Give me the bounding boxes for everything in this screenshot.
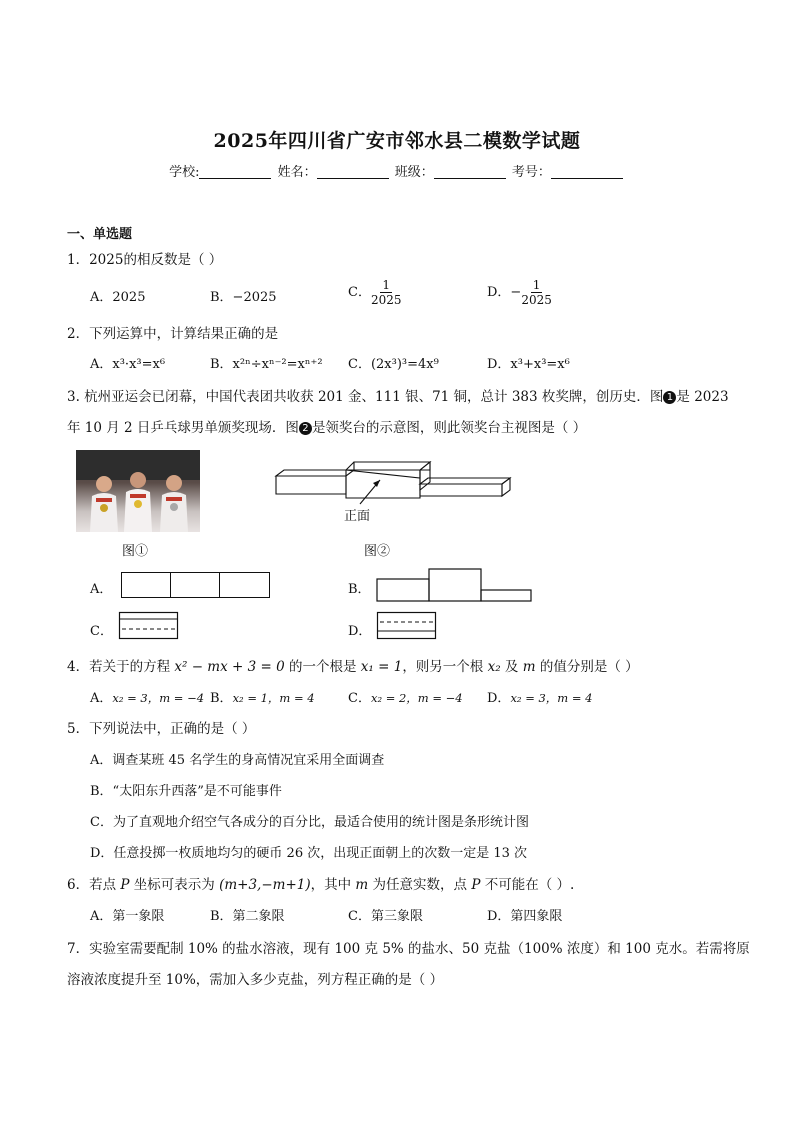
q5-option-b[interactable]: B．“太阳东升西落”是不可能事件 bbox=[90, 784, 282, 799]
q2-stem: 2．下列运算中，计算结果正确的是 bbox=[67, 326, 279, 342]
q1-c-numerator: 1 bbox=[382, 278, 391, 292]
section-heading: 一、单选题 bbox=[67, 227, 133, 242]
q4-a-text: x₂ = 3，m = −4 bbox=[112, 691, 205, 705]
q6-stem bbox=[67, 873, 574, 893]
ceremony-photo-drawing bbox=[76, 450, 200, 532]
q4-x2: x₂ bbox=[487, 659, 501, 675]
q4-equation: x² − mx + 3 = 0 bbox=[174, 659, 285, 675]
q3-stem-line2 bbox=[67, 416, 586, 436]
q3-text-1b: 是 2023 bbox=[676, 389, 729, 405]
q6-text-a: 6．若点 bbox=[67, 877, 121, 893]
q4-stem bbox=[67, 655, 639, 675]
name-blank[interactable] bbox=[317, 165, 389, 179]
q3-option-b-label[interactable]: B． bbox=[348, 582, 371, 597]
q6-coordinate: (m+3,−m+1) bbox=[219, 877, 311, 893]
circled-2: 2 bbox=[299, 422, 312, 435]
front-arrow-head bbox=[373, 480, 380, 487]
q1-c-denominator: 2025 bbox=[370, 293, 402, 307]
q3-text-1a: 3. 杭州亚运会已闭幕，中国代表团共收获 201 金、111 银、71 铜，总计 383 枚奖牌，创历史．图 bbox=[67, 389, 664, 405]
q4-b-label: B． bbox=[210, 691, 233, 706]
q4-text-e: 的值分别是（ ） bbox=[535, 659, 639, 675]
q4-text-b: 的一个根是 bbox=[284, 659, 361, 675]
q4-c-label: C． bbox=[348, 691, 371, 706]
q1-d-numerator: 1 bbox=[532, 278, 541, 292]
q4-d-label: D． bbox=[487, 691, 511, 706]
figure-1-label: 图① bbox=[122, 544, 149, 559]
q6-option-a[interactable]: A．第一象限 bbox=[90, 909, 165, 924]
q1-option-a[interactable]: A．2025 bbox=[90, 290, 146, 305]
q3-option-d-figure[interactable] bbox=[376, 611, 438, 641]
q5-option-a[interactable]: A．调查某班 45 名学生的身高情况宜采用全面调查 bbox=[90, 753, 385, 768]
q4-option-a[interactable] bbox=[90, 687, 204, 706]
q7-stem-line1: 7．实验室需要配制 10% 的盐水溶液，现有 100 克 5% 的盐水、50 克盐（100% 浓度）和 100 克水。若需将原 bbox=[67, 941, 750, 957]
q4-c-text: x₂ = 2，m = −4 bbox=[370, 691, 463, 705]
q5-stem: 5．下列说法中，正确的是（ ） bbox=[67, 721, 256, 737]
q2-option-c[interactable]: C．(2x³)³=4x⁹ bbox=[348, 357, 439, 372]
q1-d-denominator: 2025 bbox=[521, 293, 552, 307]
q4-m: m bbox=[522, 659, 536, 675]
q1-d-fraction bbox=[521, 278, 552, 307]
q3-option-c-label[interactable]: C． bbox=[90, 624, 113, 639]
podium-diagram bbox=[270, 456, 520, 524]
q6-text-e: 不可能在（ ）. bbox=[480, 877, 575, 893]
q6-m: m bbox=[355, 877, 369, 893]
q6-p2: P bbox=[471, 877, 481, 893]
q7-stem-line2: 溶液浓度提升至 10%，需加入多少克盐，列方程正确的是（ ） bbox=[67, 972, 444, 988]
q4-a-label: A． bbox=[90, 691, 113, 706]
q1-option-b[interactable]: B．−2025 bbox=[210, 290, 277, 305]
q3-option-b-figure[interactable] bbox=[375, 566, 535, 604]
q6-text-b: 坐标可表示为 bbox=[129, 877, 220, 893]
number-blank[interactable] bbox=[551, 165, 623, 179]
q2-option-b[interactable]: B．x²ⁿ÷xⁿ⁻²=xⁿ⁺² bbox=[210, 357, 323, 372]
q3-option-d-label[interactable]: D． bbox=[348, 624, 372, 639]
q6-p: P bbox=[120, 877, 130, 893]
q1-stem: 1．2025的相反数是（ ） bbox=[67, 252, 223, 268]
number-label: 考号： bbox=[511, 165, 551, 180]
class-label: 班级： bbox=[394, 165, 434, 180]
q6-option-b[interactable]: B．第二象限 bbox=[210, 909, 285, 924]
q6-option-c[interactable]: C．第三象限 bbox=[348, 909, 423, 924]
q4-d-text: x₂ = 3，m = 4 bbox=[510, 691, 593, 705]
page-title: 2025年四川省广安市邻水县二模数学试题 bbox=[213, 130, 581, 152]
q3-stem-line1 bbox=[67, 385, 729, 405]
q5-option-c[interactable]: C．为了直观地介绍空气各成分的百分比，最适合使用的统计图是条形统计图 bbox=[90, 815, 529, 830]
front-label: 正面 bbox=[344, 509, 371, 524]
q1-option-c[interactable] bbox=[348, 278, 402, 307]
school-label: 学校: bbox=[169, 165, 200, 180]
q3-option-a-figure[interactable] bbox=[121, 572, 270, 598]
q2-option-a[interactable]: A．x³·x³=x⁶ bbox=[90, 357, 166, 372]
q4-root: x₁ = 1 bbox=[360, 659, 403, 675]
q4-option-d[interactable] bbox=[487, 687, 592, 706]
q4-text-d: 及 bbox=[500, 659, 523, 675]
school-blank[interactable] bbox=[199, 165, 271, 179]
q3-text-2b: 是领奖台的示意图，则此领奖台主视图是（ ） bbox=[311, 420, 587, 436]
award-ceremony-photo bbox=[76, 450, 200, 532]
q3-text-2a: 年 10 月 2 日乒乓球男单颁奖现场．图 bbox=[67, 420, 299, 436]
q1-option-d[interactable] bbox=[487, 278, 552, 307]
q1-d-label: D．− bbox=[487, 285, 522, 300]
student-info-line bbox=[0, 161, 794, 180]
q3-option-a-label[interactable]: A． bbox=[90, 582, 113, 597]
q2-option-d[interactable]: D．x³+x³=x⁶ bbox=[487, 357, 570, 372]
q4-b-text: x₂ = 1，m = 4 bbox=[232, 691, 315, 705]
q6-text-d: 为任意实数，点 bbox=[368, 877, 472, 893]
q4-option-b[interactable] bbox=[210, 687, 315, 706]
circled-1: 1 bbox=[663, 391, 676, 404]
q4-text-a: 4．若关于的方程 bbox=[67, 659, 175, 675]
class-blank[interactable] bbox=[434, 165, 506, 179]
q5-option-d[interactable]: D．任意投掷一枚质地均匀的硬币 26 次，出现正面朝上的次数一定是 13 次 bbox=[90, 846, 528, 861]
q6-option-d[interactable]: D．第四象限 bbox=[487, 909, 563, 924]
figure-2-label: 图② bbox=[364, 544, 391, 559]
q1-c-fraction bbox=[371, 278, 402, 307]
name-label: 姓名： bbox=[277, 165, 317, 180]
q1-c-label: C． bbox=[348, 285, 371, 300]
q4-text-c: ，则另一个根 bbox=[402, 659, 488, 675]
q4-option-c[interactable] bbox=[348, 687, 463, 706]
q3-option-c-figure[interactable] bbox=[118, 611, 180, 641]
q6-text-c: ，其中 bbox=[310, 877, 356, 893]
